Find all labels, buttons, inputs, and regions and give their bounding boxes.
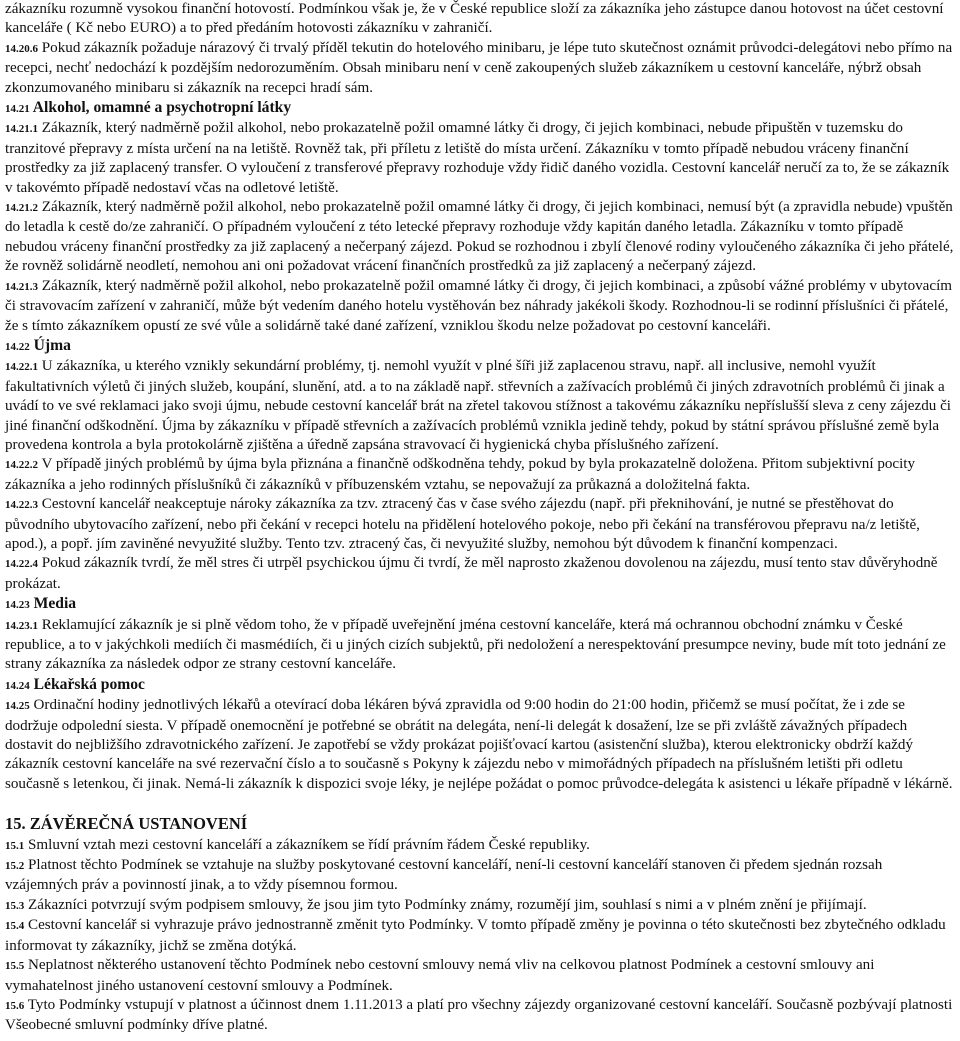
clause-number: 15.5 xyxy=(5,960,25,973)
paragraph-text: Platnost těchto Podmínek se vztahuje na služby poskytované cestovní kanceláří, není-li cestovní kanceláří stanoven či předem sjednán rozsah vzájemných práv a povinností jinak, a to vždy písemnou formou. xyxy=(5,857,883,894)
paragraph xyxy=(5,357,954,455)
paragraph-text: Neplatnost některého ustanovení těchto Podmínek nebo cestovní smlouvy nemá vliv na celkovou platnost Podmínek a cestovní smlouvy ani vymahatelnost jiného ustanovení cestovní smlouvy a Podmínek. xyxy=(5,957,875,994)
clause-number: 14.23.1 xyxy=(5,619,38,632)
paragraph xyxy=(5,916,954,956)
paragraph-text: Cestovní kancelář si vyhrazuje právo jednostranně změnit tyto Podmínky. V tomto případě změny je povinna o této skutečnosti bez zbytečného odkladu informovat ty zákazníky, jichž se změna dotýká. xyxy=(5,917,946,954)
clause-number: 14.21.1 xyxy=(5,123,38,136)
paragraph xyxy=(5,554,954,594)
paragraph-text: V případě jiných problémů by újma byla přiznána a finančně odškodněna tehdy, pokud by byla prokazatelně doložena. Přitom subjektivní pocity zákazníka a jeho rodinných příslušníků či zákazníků v příbuzenském vztahu, se nepovažují za průkazná a doložitelná fakta. xyxy=(5,456,916,493)
subsection-title: Alkohol, omamné a psychotropní látky xyxy=(32,99,292,117)
subsection-title: Media xyxy=(33,595,77,613)
clause-number: 14.22.3 xyxy=(5,499,38,512)
clause-number: 14.25 xyxy=(5,700,30,713)
paragraph-text: Ordinační hodiny jednotlivých lékařů a otevírací doba lékáren bývá zpravidla od 9:00 hodin do 21:00 hodin, přičemž se musí počítat, že i zde se dodržuje odpolední siesta. V případě onemocnění je potřebné se obrátit na delegáta, není-li delegát k dosažení, lze se při zvláště závažných případech dostavit do nejbližšího zdravotnického zařízení. Je zapotřebí se vždy prokázat pojišťovací kartou (asistenční služba), kterou elektronicky obdrží každý zákazník cestovní kanceláře na své rezervační číslo a to současně s Pokyny k zájezdu nebo v mimořádných případech na příslušném letišti při odletu současně s letenkou, či jinak. Nemá-li zákazník k dispozici svoje léky, je nejlépe požádat o pomoc průvodce-delegáta k asistenci u lékaře případně v lékárně. xyxy=(5,697,953,792)
clause-number: 15.2 xyxy=(5,860,25,873)
paragraph-text: Cestovní kancelář neakceptuje nároky zákazníka za tzv. ztracený čas v čase svého zájezdu (např. při překnihování, je nutné se přestěhovat do původního ubytovacího zařízení, nebo při čekání v recepci hotelu na přidělení hotelového pokoje, nebo při čekání na transférovou přepravu na/z letiště, apod.), a popř. jím zaviněné nevyužité služby. Tento tzv. ztracený čas, či nevyužité služby, nemohou být důvodem k finanční kompenzaci. xyxy=(5,496,920,552)
paragraph xyxy=(5,956,954,996)
paragraph-text: zákazníku rozumně vysokou finanční hotovostí. Podmínkou však je, že v České republice složí za zákazníka jeho zástupce danou hotovost na účet cestovní kanceláře ( Kč nebo EURO) a to před předáním hotovosti zákazníku v zahraničí. xyxy=(5,1,944,37)
paragraph xyxy=(5,616,954,675)
paragraph xyxy=(5,455,954,495)
paragraph xyxy=(5,0,954,39)
section-heading: 15. ZÁVĚREČNÁ USTANOVENÍ xyxy=(5,814,248,834)
paragraph-text: Zákazníci potvrzují svým podpisem smlouvy, že jsou jim tyto Podmínky známy, rozumějí jim, souhlasí s nimi a v plném znění je přijímají. xyxy=(28,896,867,913)
clause-number: 15.3 xyxy=(5,899,25,912)
paragraph-text: Zákazník, který nadměrně požil alkohol, nebo prokazatelně požil omamné látky či drogy, či jejich kombinaci, nemusí být (a zpravidla nebude) vpuštěn do letadla k cestě do/ze zahraničí. O případném vyloučení z této letecké přepravy rozhoduje vždy kapitán daného letadla. Zákazníku v tomto případě nebudou vráceny finanční prostředky za již zaplacený a nečerpaný zájezd. Pokud se rozhodnou i zbylí členové rodiny vyloučeného zákazníka či jeho přátelé, že rovněž solidárně neodletí, nemohou ani oni požadovat vrácení finančních prostředků za již zaplacený a nečerpaný zájezd. xyxy=(5,199,954,275)
clause-number: 14.22 xyxy=(5,340,30,353)
clause-number: 15.4 xyxy=(5,920,25,933)
paragraph-text: Pokud zákazník tvrdí, že měl stres či utrpěl psychickou újmu či tvrdí, že měl naprosto zkaženou dovolenou na zájezdu, musí tento stav důvěryhodně prokázat. xyxy=(5,555,938,592)
paragraph-text: Zákazník, který nadměrně požil alkohol, nebo prokazatelně požil omamné látky či drogy, či jejich kombinaci, nebude připuštěn v tuzemsku do tranzitové přepravy z místa určení na na letiště. Rovněž tak, při příletu z letiště do místa určení. Zákazníku v tomto případě nebudou vráceny finanční prostředky za již zaplacený transfer. O vyloučení z transferové přepravy rozhoduje vždy řidič daného vozidla. Cestovní kancelář neručí za to, že se zákazník v takovémto případě nedostaví včas na odletové letiště. xyxy=(5,120,950,196)
paragraph-text: Pokud zákazník požaduje nárazový či trvalý příděl tekutin do hotelového minibaru, je lépe tuto skutečnost oznámit průvodci-delegátovi nebo přímo na recepci, nechť nedochází k pozdějším nedorozuměním. Obsah minibaru není v ceně zakoupených služeb zákazníkem u cestovní kanceláře, nýbrž obsah zkonzumovaného minibaru si zákazník na recepci hradí sám. xyxy=(5,39,953,96)
paragraph xyxy=(5,896,954,916)
paragraph xyxy=(5,856,954,896)
paragraph xyxy=(5,39,954,98)
clause-number: 14.22.4 xyxy=(5,558,38,571)
paragraph xyxy=(5,495,954,554)
paragraph-text: U zákazníka, u kterého vznikly sekundární problémy, tj. nemohl využít v plné šíři již zaplacenou stravu, např. all inclusive, nemohl využít fakultativních výletů či jiných služeb, koupání, slunění, atd. a to na základě např. střevních a zažívacích problémů či jiných zdravotních problémů či jinak a uvádí to ve své reklamaci jako svoji újmu, nebude cestovní kancelář brát na zřetel takovou stížnost a takovému zákazníku nepříslušší sleva z ceny zájezdu či jiné finanční odškodnění. Újma by zákazníku v případě střevních a zažívacích problémů vznikla jedině tehdy, pokud by státní správou příslušné země byla provedena kontrola a byla protokolárně zjištěna a úředně zapsána stravovací či hygienická chyba příslušného zařízení. xyxy=(5,358,951,453)
clause-number: 14.22.2 xyxy=(5,459,38,472)
subsection-heading xyxy=(5,675,954,696)
paragraph xyxy=(5,996,954,1036)
subsection-heading xyxy=(5,98,954,119)
paragraph-text: Zákazník, který nadměrně požil alkohol, nebo prokazatelně požil omamné látky či drogy, či jejich kombinaci, a způsobí vážné problémy v ubytovacím či stravovacím zařízení v zahraničí, může být vedením daného hotelu vystěhován bez náhrady jakékoli škody. Rozhodnou-li se rodinní příslušníci či přátelé, že s tímto zákazníkem opustí ze své vůle a solidárně také dané zařízení, vzniklou škodu nelze požadovat po cestovní kanceláři. xyxy=(5,277,952,334)
clause-number: 15.1 xyxy=(5,839,25,852)
paragraph-text: Reklamující zákazník je si plně vědom toho, že v případě uveřejnění jména cestovní kanceláře, která má ochrannou obchodní známku v České republice, a to v jakýchkoli mediích či masmédiích, či u jiných cizích subjektů, při nedoložení a nerespektování presumpce neviny, bude mít toto jednání ze strany zákazníka za následek odpor ze strany cestovní kanceláře. xyxy=(5,616,946,673)
paragraph xyxy=(5,696,954,794)
clause-number: 14.21.2 xyxy=(5,202,38,215)
subsection-title: Újma xyxy=(33,336,71,354)
clause-number: 14.24 xyxy=(5,679,30,692)
paragraph xyxy=(5,119,954,198)
paragraph-text: Tyto Podmínky vstupují v platnost a účinnost dnem 1.11.2013 a platí pro všechny zájezdy organizované cestovní kanceláří. Současně pozbývají platnosti Všeobecné smluvní podmínky dříve platné. xyxy=(5,996,953,1034)
clause-number: 14.23 xyxy=(5,599,30,612)
paragraph xyxy=(5,198,954,277)
clause-number: 15.6 xyxy=(5,999,25,1012)
subsection-heading xyxy=(5,336,954,357)
paragraph xyxy=(5,277,954,336)
subsection-heading xyxy=(5,594,954,615)
paragraph xyxy=(5,836,954,856)
paragraph-text: Smluvní vztah mezi cestovní kanceláří a zákazníkem se řídí právním řádem České republiky. xyxy=(28,836,590,853)
clause-number: 14.20.6 xyxy=(5,42,38,55)
clause-number: 14.21 xyxy=(5,103,30,116)
clause-number: 14.22.1 xyxy=(5,361,38,374)
subsection-title: Lékařská pomoc xyxy=(33,675,145,693)
clause-number: 14.21.3 xyxy=(5,280,38,293)
